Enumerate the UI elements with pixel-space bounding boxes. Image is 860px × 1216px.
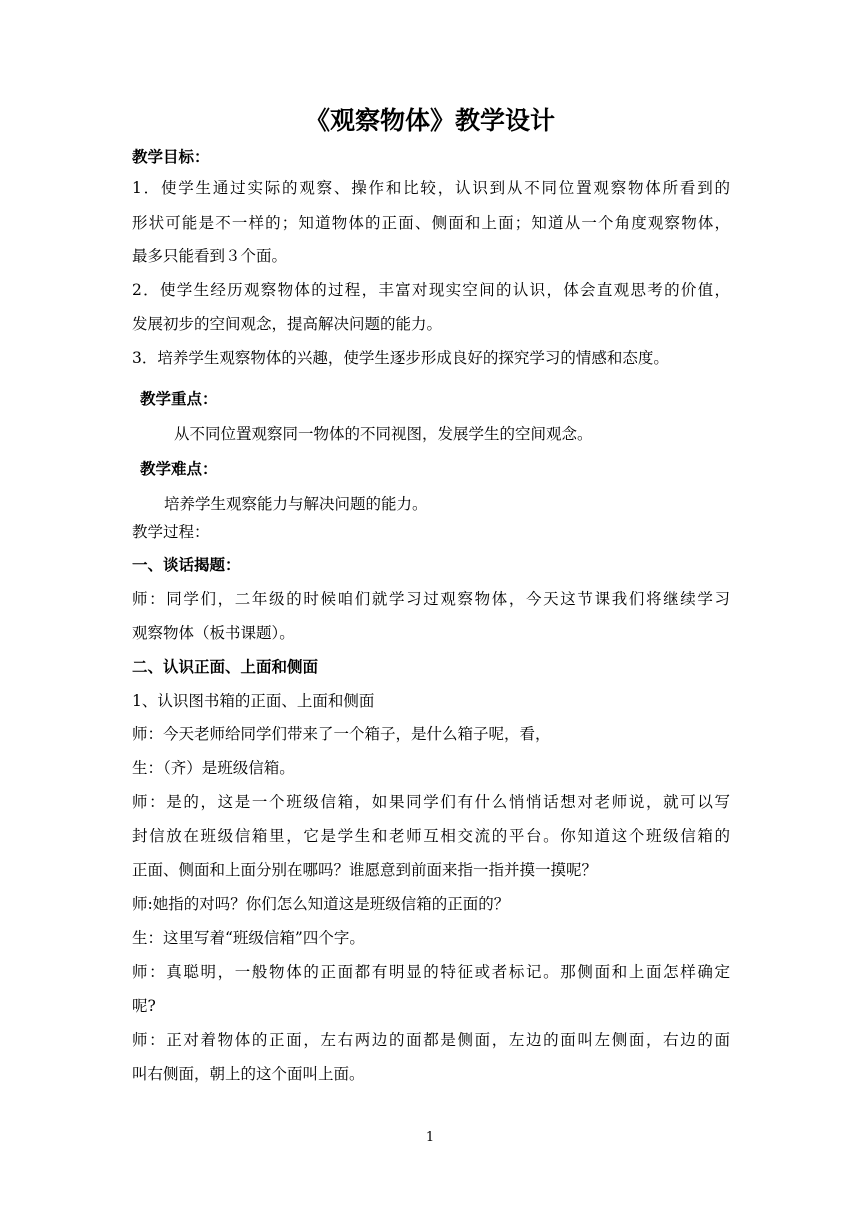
page-number: 1 xyxy=(425,1130,435,1145)
dialogue-line: 叫右侧面，朝上的这个面叫上面。 xyxy=(132,1065,365,1083)
dialogue-line: 生：（齐）是班级信箱。 xyxy=(132,759,295,777)
objectives-heading: 教学目标： xyxy=(132,148,210,166)
key-point-text: 从不同位置观察同一物体的不同视图，发展学生的空间观念。 xyxy=(174,425,593,443)
section-1-line-2: 观察物体（板书课题）。 xyxy=(132,624,295,642)
objective-2-line-1: 2．使学生经历观察物体的过程，丰富对现实空间的认识，体会直观思考的价值， xyxy=(132,281,730,299)
dialogue-line: 正面、侧面和上面分别在哪吗？谁愿意到前面来指一指并摸一摸呢？ xyxy=(132,861,598,879)
objective-1-line-3: 最多只能看到３个面。 xyxy=(132,247,288,265)
objective-1-line-1: 1．使学生通过实际的观察、操作和比较，认识到从不同位置观察物体所看到的 xyxy=(132,179,730,197)
section-2-heading: 二、认识正面、上面和侧面 xyxy=(132,658,319,676)
difficulty-text: 培养学生观察能力与解决问题的能力。 xyxy=(164,495,428,513)
objective-2-line-2: 发展初步的空间观念，提高解决问题的能力。 xyxy=(132,315,443,333)
dialogue-line: 呢? xyxy=(132,997,156,1015)
dialogue-line: 师：是的，这是一个班级信箱，如果同学们有什么悄悄话想对老师说，就可以写 xyxy=(132,793,730,811)
dialogue-line: 师：真聪明，一般物体的正面都有明显的特征或者标记。那侧面和上面怎样确定 xyxy=(132,963,730,981)
key-point-heading: 教学重点： xyxy=(140,390,218,408)
dialogue-line: 生：这里写着“班级信箱”四个字。 xyxy=(132,929,365,947)
dialogue-line: 师:她指的对吗？你们怎么知道这是班级信箱的正面的？ xyxy=(132,895,510,913)
section-1-heading: 一、谈话揭题： xyxy=(132,556,241,574)
section-1-line-1: 师：同学们，二年级的时候咱们就学习过观察物体，今天这节课我们将继续学习 xyxy=(132,590,730,608)
process-heading: 教学过程： xyxy=(132,523,210,541)
dialogue-line: 师：今天老师给同学们带来了一个箱子，是什么箱子呢，看， xyxy=(132,725,551,743)
dialogue-line: 师：正对着物体的正面，左右两边的面都是侧面，左边的面叫左侧面，右边的面 xyxy=(132,1031,730,1049)
objective-3: 3．培养学生观察物体的兴趣，使学生逐步形成良好的探究学习的情感和态度。 xyxy=(132,349,669,367)
document-title: 《观察物体》教学设计 xyxy=(304,106,555,135)
dialogue-line: 封信放在班级信箱里，它是学生和老师互相交流的平台。你知道这个班级信箱的 xyxy=(132,827,730,845)
difficulty-heading: 教学难点： xyxy=(140,460,218,478)
objective-1-line-2: 形状可能是不一样的；知道物体的正面、侧面和上面；知道从一个角度观察物体， xyxy=(132,214,730,232)
section-2-subheading: 1、认识图书箱的正面、上面和侧面 xyxy=(132,692,375,710)
